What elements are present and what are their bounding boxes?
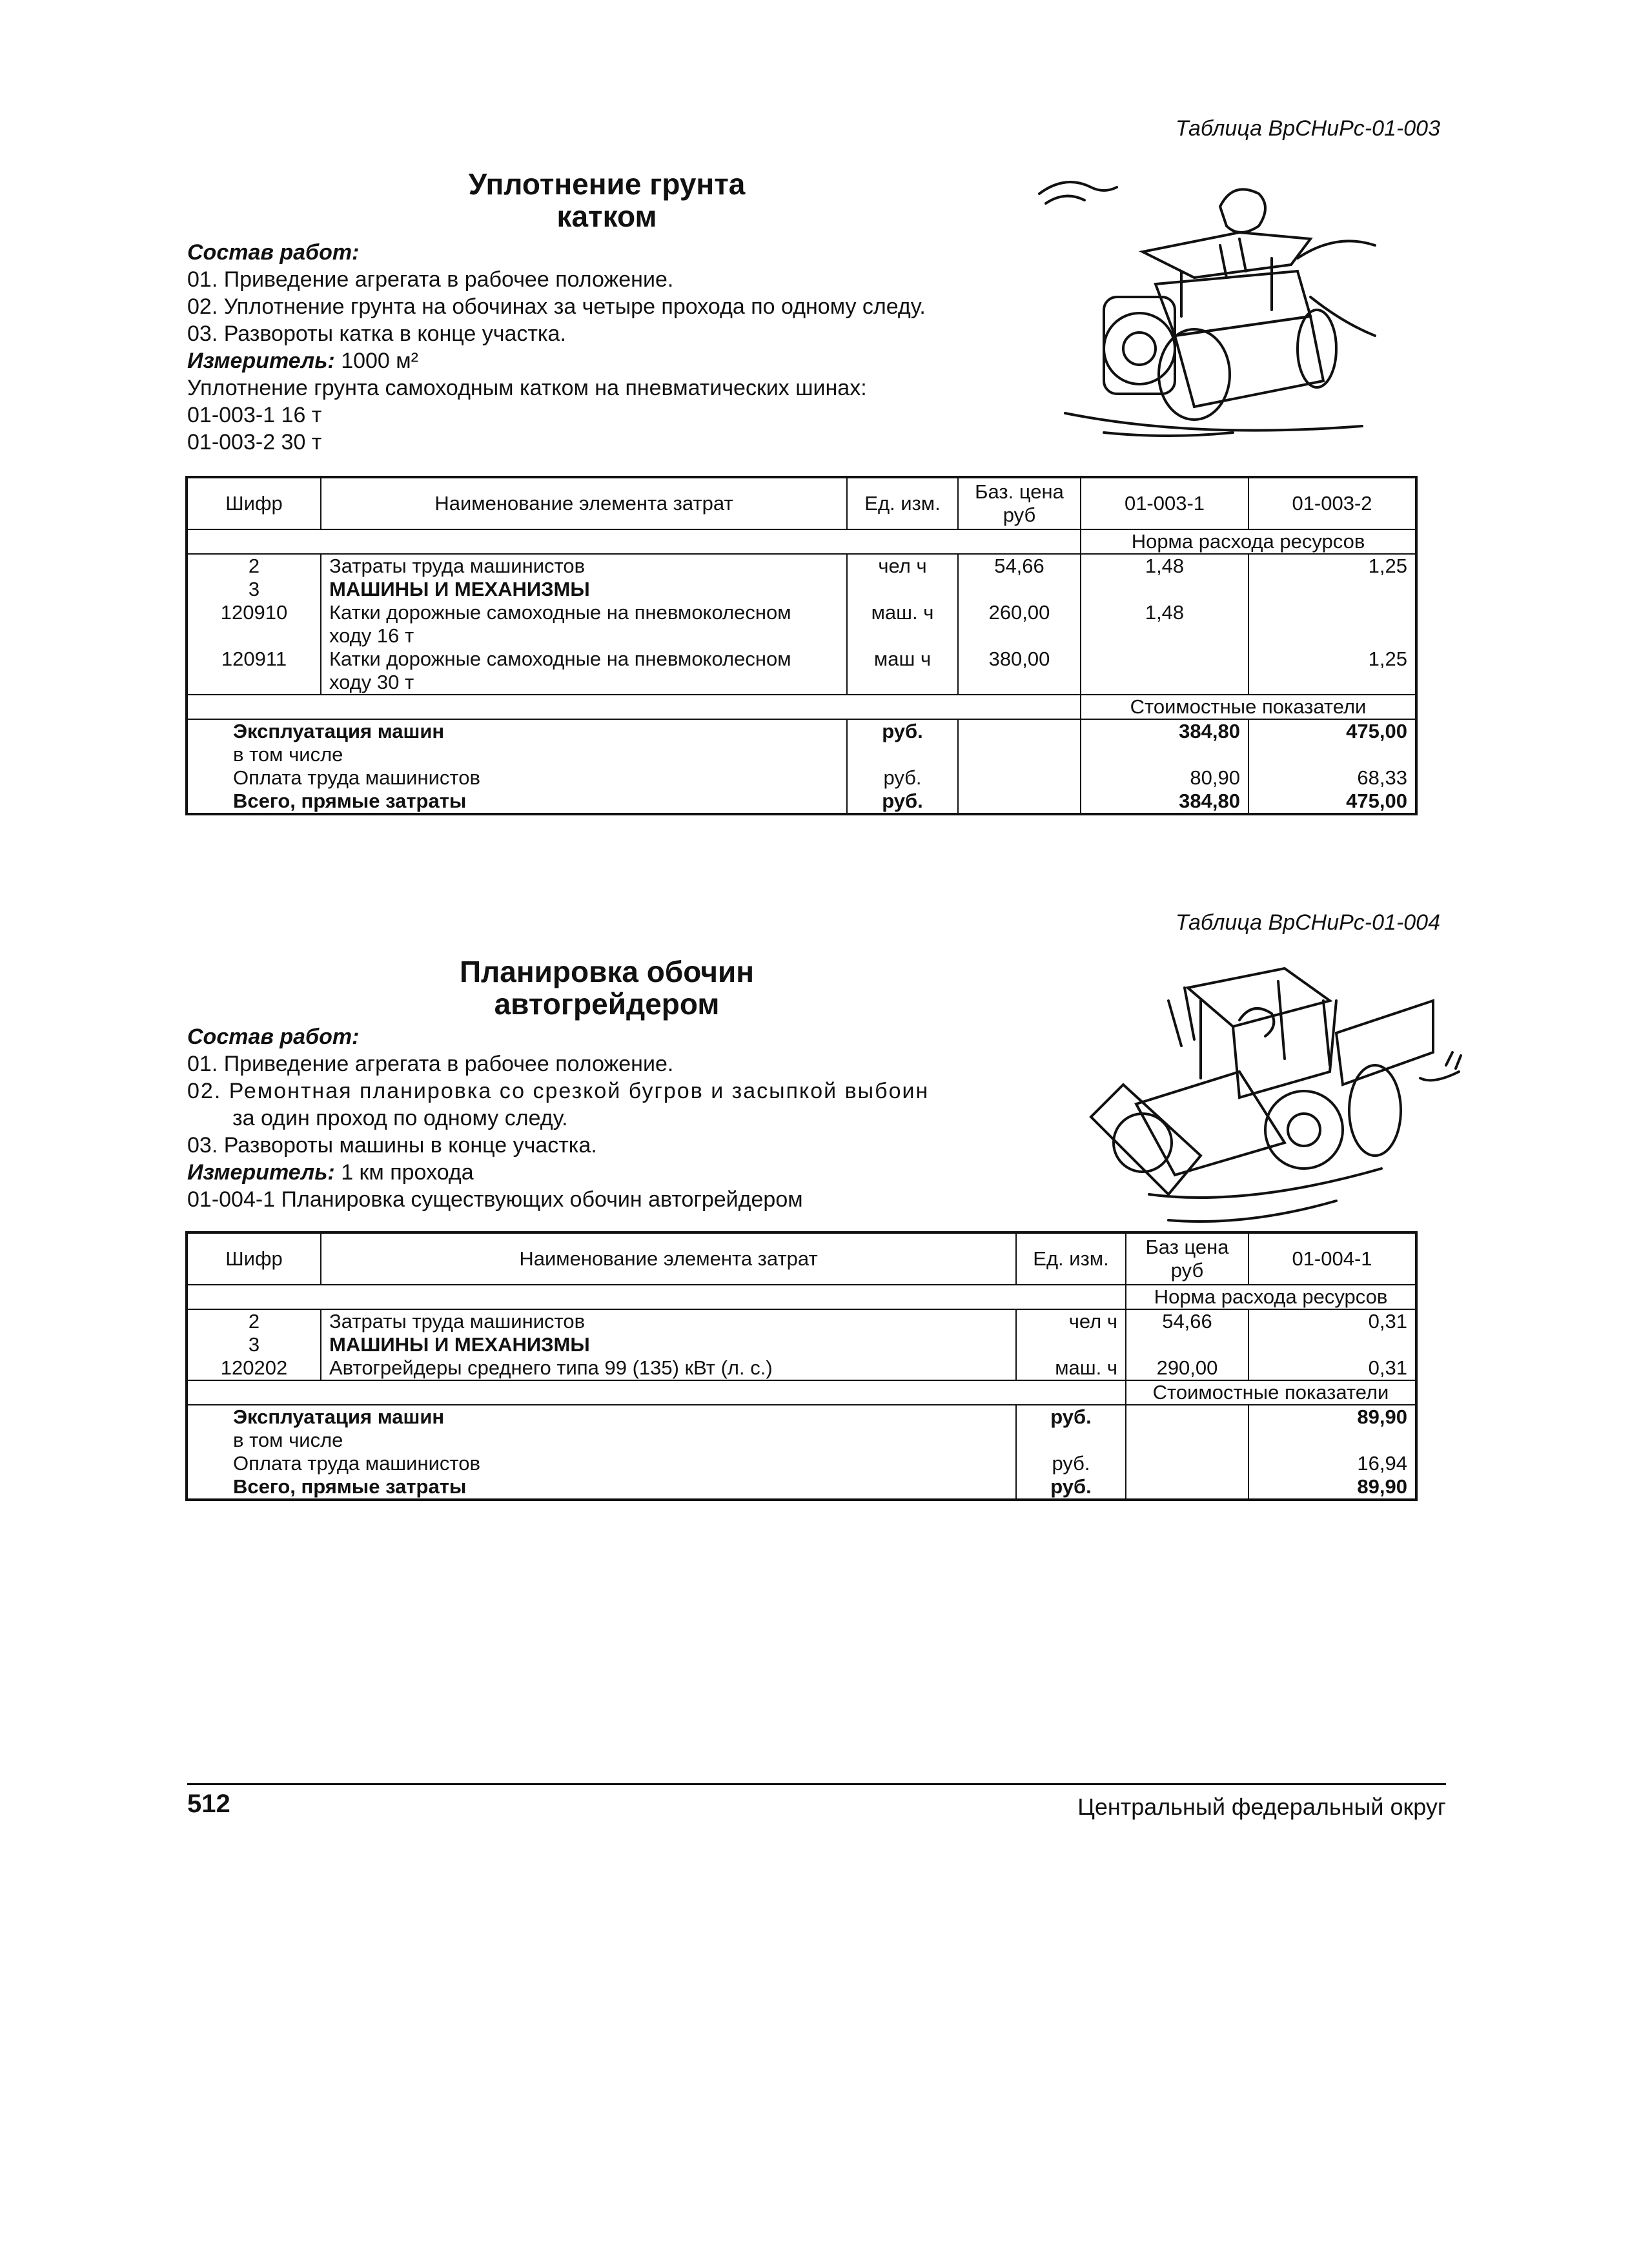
norm-header: Норма расхода ресурсов	[1081, 529, 1416, 554]
code-cell: 2	[187, 1309, 321, 1333]
cost-name: Эксплуатация машин	[187, 719, 847, 743]
value-cell: 0,31	[1248, 1356, 1416, 1380]
cost-name: Всего, прямые затраты	[187, 1475, 1016, 1500]
section-row	[187, 695, 1416, 719]
code-cell: 3	[187, 578, 321, 601]
step: 03. Развороты машины в конце участка.	[187, 1133, 597, 1158]
cost-row	[187, 719, 1416, 743]
col-header-price: Баз цена руб	[1126, 1232, 1248, 1285]
table-row	[187, 554, 1416, 578]
road-roller-illustration	[1026, 168, 1388, 452]
title-line: Уплотнение грунта	[468, 167, 746, 201]
unit-cell: маш. ч	[1016, 1356, 1126, 1380]
cost-row	[187, 1405, 1416, 1429]
name-cell: Автогрейдеры среднего типа 99 (135) кВт (л. с.)	[321, 1356, 1016, 1380]
table-row	[187, 1356, 1416, 1380]
variant: 01-003-2 30 т	[187, 430, 322, 455]
cost-unit: руб.	[1016, 1452, 1126, 1475]
unit-cell: чел ч	[847, 554, 958, 578]
section-title	[413, 168, 800, 232]
title-line: автогрейдером	[494, 987, 720, 1021]
code-cell: 2	[187, 554, 321, 578]
col-header-name: Наименование элемента затрат	[321, 477, 847, 529]
cost-value: 475,00	[1248, 790, 1416, 814]
value-cell: 1,25	[1248, 648, 1416, 695]
price-cell: 290,00	[1126, 1356, 1248, 1380]
cost-value: 80,90	[1081, 766, 1248, 790]
cost-name: Всего, прямые затраты	[187, 790, 847, 814]
value-cell	[1248, 601, 1416, 648]
section-row	[187, 1285, 1416, 1309]
value-cell: 1,48	[1081, 601, 1248, 648]
table-label: Таблица ВрСНиРс-01-004	[1175, 910, 1440, 935]
code-cell: 120202	[187, 1356, 321, 1380]
step: 02. Уплотнение грунта на обочинах за четыре прохода по одному следу.	[187, 294, 926, 319]
work-composition	[187, 1023, 929, 1213]
col-header-variant: 01-003-1	[1081, 477, 1248, 529]
cost-value: 89,90	[1248, 1405, 1416, 1429]
composition-label: Состав работ:	[187, 1025, 360, 1049]
cost-row	[187, 1452, 1416, 1475]
footer-region: Центральный федеральный округ	[1077, 1793, 1446, 1820]
cost-value: 16,94	[1248, 1452, 1416, 1475]
col-header-unit: Ед. изм.	[1016, 1232, 1126, 1285]
name-cell: Затраты труда машинистов	[321, 1309, 1016, 1333]
norm-header: Норма расхода ресурсов	[1126, 1285, 1416, 1309]
header-row	[187, 1232, 1416, 1285]
cost-name: Оплата труда машинистов	[187, 766, 847, 790]
section-title	[413, 955, 800, 1020]
col-header-price: Баз. цена руб	[958, 477, 1081, 529]
price-cell: 260,00	[958, 601, 1081, 648]
name-cell: МАШИНЫ И МЕХАНИЗМЫ	[321, 578, 847, 601]
resource-table-2	[185, 1231, 1418, 1501]
table-row	[187, 601, 1416, 648]
section-row	[187, 1380, 1416, 1405]
cost-value: 475,00	[1248, 719, 1416, 743]
cost-unit: руб.	[847, 766, 958, 790]
cost-name: Оплата труда машинистов	[187, 1452, 1016, 1475]
table-row	[187, 1333, 1416, 1356]
cost-unit: руб.	[1016, 1405, 1126, 1429]
measure	[187, 1159, 929, 1186]
cost-value: 384,80	[1081, 790, 1248, 814]
title-line: Планировка обочин	[459, 955, 755, 988]
unit-cell: маш ч	[847, 648, 958, 695]
value-cell	[1081, 648, 1248, 695]
col-header-name: Наименование элемента затрат	[321, 1232, 1016, 1285]
page-number: 512	[187, 1790, 230, 1818]
cost-row	[187, 790, 1416, 814]
cost-value: 68,33	[1248, 766, 1416, 790]
driver-head-icon	[1220, 189, 1265, 232]
table-row	[187, 648, 1416, 695]
table-row	[187, 1309, 1416, 1333]
composition-label: Состав работ:	[187, 240, 360, 265]
cost-name: Эксплуатация машин	[187, 1405, 1016, 1429]
measure-value: 1 км прохода	[341, 1160, 474, 1185]
smoke-icon	[1039, 182, 1117, 194]
work-composition	[187, 239, 926, 456]
measure-value: 1000 м²	[341, 349, 418, 373]
cost-unit: руб.	[847, 719, 958, 743]
value-cell: 1,25	[1248, 554, 1416, 578]
cost-row	[187, 1429, 1416, 1452]
variant: 01-003-1 16 т	[187, 403, 322, 427]
col-header-variant: 01-004-1	[1248, 1232, 1416, 1285]
unit-cell: маш. ч	[847, 601, 958, 648]
header-row	[187, 477, 1416, 529]
grader-illustration	[1072, 962, 1472, 1240]
price-cell: 380,00	[958, 648, 1081, 695]
cost-unit: руб.	[847, 790, 958, 814]
price-cell: 54,66	[1126, 1309, 1248, 1333]
col-header-code: Шифр	[187, 477, 321, 529]
step: 01. Приведение агрегата в рабочее положение.	[187, 1052, 674, 1076]
value-cell: 1,48	[1081, 554, 1248, 578]
code-cell: 120910	[187, 601, 321, 648]
name-cell: МАШИНЫ И МЕХАНИЗМЫ	[321, 1333, 1016, 1356]
col-header-unit: Ед. изм.	[847, 477, 958, 529]
resource-table-1	[185, 476, 1418, 815]
cost-row	[187, 1475, 1416, 1500]
cost-unit: руб.	[1016, 1475, 1126, 1500]
cost-value: 89,90	[1248, 1475, 1416, 1500]
value-cell: 0,31	[1248, 1309, 1416, 1333]
code-cell: 120911	[187, 648, 321, 695]
col-header-code: Шифр	[187, 1232, 321, 1285]
footer-divider	[187, 1783, 1446, 1785]
step: 02. Ремонтная планировка со срезкой бугров и засыпкой выбоин	[187, 1079, 930, 1103]
name-cell: Катки дорожные самоходные на пневмоколесном ходу 30 т	[321, 648, 847, 695]
description: Уплотнение грунта самоходным катком на пневматических шинах:	[187, 376, 867, 400]
step: за один проход по одному следу.	[232, 1106, 568, 1130]
step: 03. Развороты катка в конце участка.	[187, 322, 566, 346]
table-label: Таблица ВрСНиРс-01-003	[1175, 116, 1440, 141]
cost-row	[187, 743, 1416, 766]
cost-value: 384,80	[1081, 719, 1248, 743]
measure	[187, 347, 926, 374]
col-header-variant: 01-003-2	[1248, 477, 1416, 529]
section-row	[187, 529, 1416, 554]
price-cell: 54,66	[958, 554, 1081, 578]
unit-cell: чел ч	[1016, 1309, 1126, 1333]
title-line: катком	[556, 199, 657, 233]
table-row	[187, 578, 1416, 601]
cost-header: Стоимостные показатели	[1126, 1380, 1416, 1405]
measure-label: Измеритель:	[187, 1160, 335, 1185]
description: 01-004-1 Планировка существующих обочин автогрейдером	[187, 1187, 803, 1212]
measure-label: Измеритель:	[187, 349, 335, 373]
cost-name: в том числе	[187, 743, 847, 766]
code-cell: 3	[187, 1333, 321, 1356]
cost-row	[187, 766, 1416, 790]
cost-name: в том числе	[187, 1429, 1016, 1452]
name-cell: Катки дорожные самоходные на пневмоколесном ходу 16 т	[321, 601, 847, 648]
step: 01. Приведение агрегата в рабочее положение.	[187, 267, 674, 292]
name-cell: Затраты труда машинистов	[321, 554, 847, 578]
cost-header: Стоимостные показатели	[1081, 695, 1416, 719]
